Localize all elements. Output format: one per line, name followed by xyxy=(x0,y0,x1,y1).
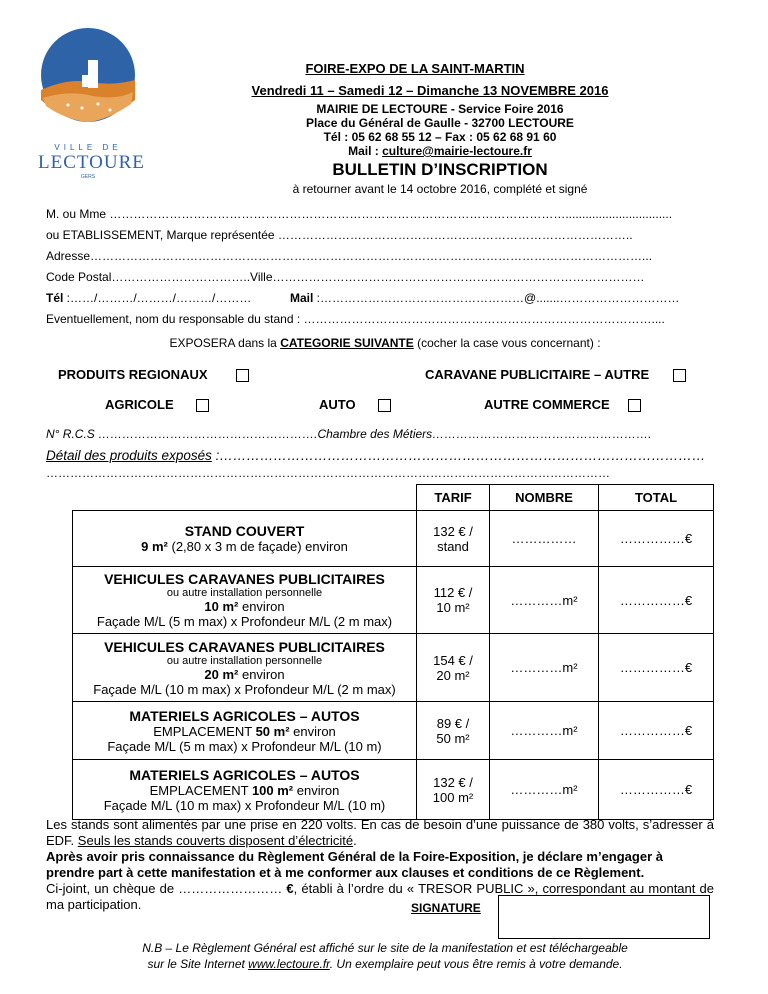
option-auto-label: AUTO xyxy=(319,397,356,412)
table-row xyxy=(73,702,714,760)
field-rcs[interactable]: N° R.C.S ……………………………………………….Chambre des Métiers………………………………………………. xyxy=(46,427,652,441)
row-total[interactable]: ……………€ xyxy=(599,511,714,567)
field-responsible[interactable]: Eventuellement, nom du responsable du stand : …………………………………………………………………………….... xyxy=(46,312,665,326)
organizer-phone: Tél : 05 62 68 55 12 – Fax : 05 62 68 91 60 xyxy=(323,130,557,144)
electricity-note xyxy=(46,817,714,849)
signature-label: SIGNATURE xyxy=(411,901,481,915)
row-subtitle: ou autre installation personnelle xyxy=(166,654,323,667)
row-subtitle: ou autre installation personnelle xyxy=(166,587,323,599)
category-intro xyxy=(100,336,670,350)
signature-box[interactable] xyxy=(498,895,710,939)
tarif-price: 132 € / xyxy=(433,774,473,790)
option-agricole[interactable] xyxy=(105,397,209,412)
row-nombre[interactable]: …………m² xyxy=(490,634,599,702)
tarif-price: 89 € / xyxy=(436,715,470,731)
row-tarif xyxy=(417,702,490,760)
row-area-note: environ xyxy=(238,599,285,614)
table-row xyxy=(73,511,714,567)
nb-line-1: N.B – Le Règlement Général est affiché sur le site de la manifestation et est téléchargeable xyxy=(142,941,628,955)
row-area: 10 m² xyxy=(204,599,239,614)
row-dimensions: Façade M/L (10 m max) x Profondeur M/L (10 m) xyxy=(103,797,386,813)
option-auto[interactable] xyxy=(319,397,391,412)
table-row xyxy=(73,634,714,702)
tarif-price: 132 € / xyxy=(433,523,473,539)
table-row xyxy=(73,760,714,820)
field-details-line2[interactable]: …………………………………………………………………………………………………………………………… xyxy=(46,466,610,480)
row-area-note: environ xyxy=(238,666,285,682)
website-link[interactable]: www.lectoure.fr xyxy=(248,957,330,971)
category-intro-highlight: CATEGORIE SUIVANTE xyxy=(280,336,414,350)
row-desc xyxy=(73,511,417,567)
tarif-price: 112 € / xyxy=(433,585,473,600)
mail-field-label: Mail xyxy=(290,291,314,305)
option-produits-regionaux[interactable] xyxy=(58,367,249,382)
logo-tiny: GERS xyxy=(80,174,96,180)
row-nombre[interactable]: …………m² xyxy=(490,760,599,820)
row-title: VEHICULES CARAVANES PUBLICITAIRES xyxy=(104,638,385,655)
row-area: 100 m² xyxy=(251,782,294,798)
checkbox-caravane[interactable] xyxy=(673,369,686,382)
tel-label: Tél xyxy=(46,291,64,305)
tarif-unit: 10 m² xyxy=(436,600,470,615)
field-establishment[interactable]: ou ETABLISSEMENT, Marque représentée …………………………………………………………………………….. xyxy=(46,228,633,242)
category-intro-after: (cocher la case vous concernant) : xyxy=(413,336,601,350)
row-tarif xyxy=(417,634,490,702)
row-nombre[interactable]: …………… xyxy=(490,511,599,567)
row-dimensions: Façade M/L (5 m max) x Profondeur M/L (10 m) xyxy=(107,738,382,754)
organizer-mail-line xyxy=(250,144,630,158)
tarif-unit: 20 m² xyxy=(436,667,470,683)
nb-text: sur le Site Internet xyxy=(147,957,249,971)
row-tarif xyxy=(417,511,490,567)
row-tarif xyxy=(417,567,490,634)
option-produits-label: PRODUITS REGIONAUX xyxy=(58,367,208,382)
field-postal-city[interactable]: Code Postal……………………………..Ville………………………………………………………………………………… xyxy=(46,270,645,284)
cheque-text-end: , établi à l’ordre du « TRESOR PUBLIC », correspondant au montant de ma participation. xyxy=(46,881,714,912)
row-area-note: (2,80 x 3 m de façade) environ xyxy=(167,539,348,554)
field-tel[interactable] xyxy=(46,291,251,305)
row-prefix: EMPLACEMENT xyxy=(149,782,252,798)
row-area: 9 m² xyxy=(141,539,168,554)
details-dots: :……………………………………………………………………………………………… xyxy=(211,448,706,463)
row-dimensions: Façade M/L (10 m max) x Profondeur M/L (2 m max) xyxy=(93,681,396,697)
option-autre-label: AUTRE COMMERCE xyxy=(484,397,610,412)
bulletin-title: BULLETIN D’INSCRIPTION xyxy=(332,160,548,179)
field-details[interactable] xyxy=(46,448,726,463)
row-title: VEHICULES CARAVANES PUBLICITAIRES xyxy=(104,571,385,587)
table-empty-corner xyxy=(73,485,417,511)
tel-dots: :……/………/………/………/……… xyxy=(63,291,252,305)
row-desc xyxy=(73,567,417,634)
row-area-note: environ xyxy=(293,782,340,798)
option-agricole-label: AGRICOLE xyxy=(105,397,174,412)
row-title: STAND COUVERT xyxy=(184,523,305,539)
return-note: à retourner avant le 14 octobre 2016, complété et signé xyxy=(292,182,588,196)
logo-small-text: VILLE DE xyxy=(54,143,122,152)
details-label: Détail des produits exposés xyxy=(46,448,212,463)
option-caravane[interactable] xyxy=(425,367,686,382)
row-total[interactable]: ……………€ xyxy=(599,760,714,820)
header-total: TOTAL xyxy=(599,485,714,511)
row-desc xyxy=(73,702,417,760)
tarif-unit: 100 m² xyxy=(432,789,474,805)
lectoure-emblem-icon xyxy=(38,20,138,140)
row-total[interactable]: ……………€ xyxy=(599,567,714,634)
cheque-text: Ci-joint, un chèque de …………………… xyxy=(46,881,287,896)
row-desc xyxy=(73,760,417,820)
mail-dots: :……………………………………………@.......………………………… xyxy=(313,291,680,305)
table-row xyxy=(73,567,714,634)
logo xyxy=(38,20,145,180)
mail-link[interactable]: culture@mairie-lectoure.fr xyxy=(382,144,532,158)
row-area: 20 m² xyxy=(204,666,239,682)
commitment-note: Après avoir pris connaissance du Règlement Général de la Foire-Exposition, je déclare m’engager à prendre part à cette manifestation et à me conformer aux clauses et conditions de ce Règlement. xyxy=(46,849,663,880)
checkbox-autre[interactable] xyxy=(628,399,641,412)
organizer-address: Place du Général de Gaulle - 32700 LECTOURE xyxy=(306,116,574,130)
tarif-unit: stand xyxy=(437,538,469,554)
electricity-end: . xyxy=(353,833,357,848)
electricity-underlined: Seuls les stands couverts disposent d’électricité xyxy=(77,833,354,848)
field-name[interactable]: M. ou Mme ……………………………………………………………………………………………………................................ xyxy=(46,207,673,221)
nb-line-2 xyxy=(60,957,710,971)
tarif-unit: 50 m² xyxy=(436,730,470,746)
logo-name: LECTOURE xyxy=(38,152,145,173)
row-nombre[interactable]: …………m² xyxy=(490,567,599,634)
row-total[interactable]: ……………€ xyxy=(599,634,714,702)
row-area-note: environ xyxy=(289,723,336,739)
field-address[interactable]: Adresse…………………………………………………………………………………………………………………………... xyxy=(46,249,653,263)
row-nombre[interactable]: …………m² xyxy=(490,702,599,760)
checkbox-agricole[interactable] xyxy=(196,399,209,412)
row-dimensions: Façade M/L (5 m max) x Profondeur M/L (2 m max) xyxy=(96,614,393,629)
cheque-euro: € xyxy=(286,881,294,896)
event-dates: Vendredi 11 – Samedi 12 – Dimanche 13 NOVEMBRE 2016 xyxy=(251,83,609,98)
row-area: 50 m² xyxy=(255,723,290,739)
electricity-text: Les stands sont alimentés par une prise en 220 volts. En cas de besoin d’une puissance de 380 volts, s’adresser à EDF. xyxy=(46,817,714,848)
nb-text-end: . Un exemplaire peut vous être remis à votre demande. xyxy=(329,957,623,971)
row-desc xyxy=(73,634,417,702)
checkbox-produits[interactable] xyxy=(236,369,249,382)
option-caravane-label: CARAVANE PUBLICITAIRE – AUTRE xyxy=(425,367,650,382)
row-title: MATERIELS AGRICOLES – AUTOS xyxy=(129,766,360,783)
tarif-price: 154 € / xyxy=(433,652,473,668)
option-autre-commerce[interactable] xyxy=(484,397,641,412)
field-mail[interactable] xyxy=(290,291,730,305)
event-title: FOIRE-EXPO DE LA SAINT-MARTIN xyxy=(305,61,525,76)
organizer: MAIRIE DE LECTOURE - Service Foire 2016 xyxy=(316,102,564,116)
header-tarif: TARIF xyxy=(417,485,490,511)
header-nombre: NOMBRE xyxy=(490,485,599,511)
row-tarif xyxy=(417,760,490,820)
checkbox-auto[interactable] xyxy=(378,399,391,412)
category-intro-before: EXPOSERA dans la xyxy=(169,336,281,350)
tarifs-table xyxy=(72,484,714,820)
row-title: MATERIELS AGRICOLES – AUTOS xyxy=(129,707,360,724)
mail-label: Mail : xyxy=(348,144,383,158)
row-total[interactable]: ……………€ xyxy=(599,702,714,760)
row-prefix: EMPLACEMENT xyxy=(153,723,256,739)
